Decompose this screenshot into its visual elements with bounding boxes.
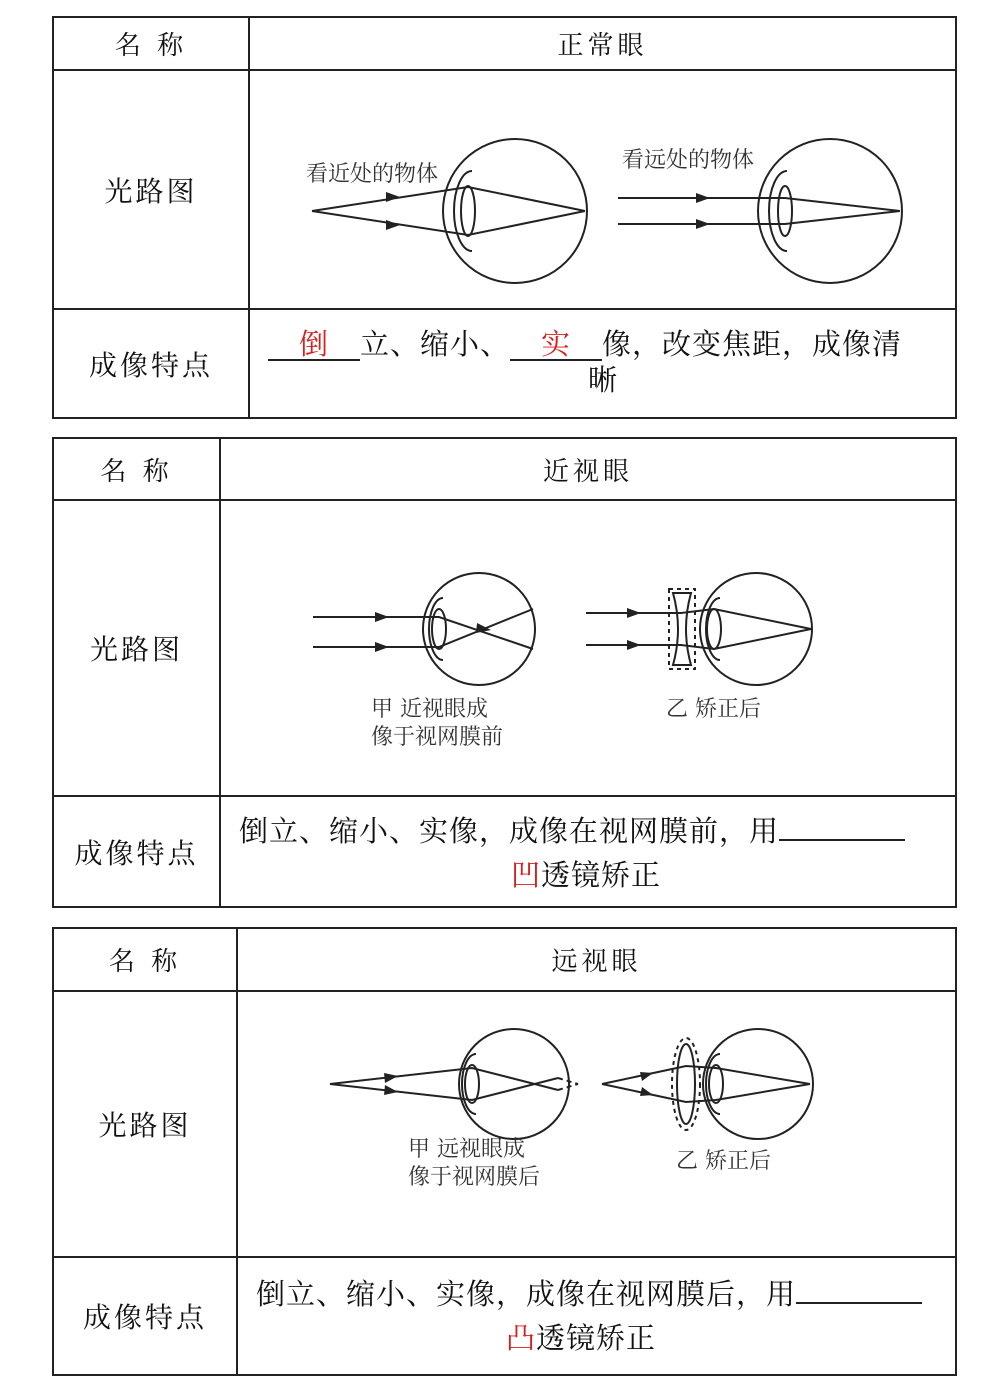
arrow-icon [640,1072,653,1081]
arrow-icon [386,192,400,202]
features-text [221,797,955,906]
caption-far: 看远处的物体 [622,148,755,173]
lens-frame [669,589,695,669]
text-part: 晰 [588,363,619,397]
row-label-features: 成像特点 [88,348,213,382]
text-part: 透镜矫正 [536,1321,657,1355]
hyperopia-diagram [238,992,955,1256]
row-label-diagram: 光路图 [89,633,183,666]
ray-top [586,609,811,629]
caption-myopia-2: 像于视网膜前 [371,725,504,750]
row-label-diagram: 光路图 [98,1109,192,1142]
ray-bottom [586,629,811,649]
arrow-icon [640,1087,653,1096]
header-label: 名 称 [114,31,188,61]
eyeball [758,139,902,283]
features-text [238,1258,955,1374]
arrow-icon [386,220,400,230]
caption-corrected: 乙 矫正后 [676,1149,771,1174]
arrow-icon [627,608,641,618]
lens [432,609,446,649]
concave-lens [673,593,691,665]
caption-hyperopia-1: 甲 远视眼成 [408,1137,525,1162]
answer-blank[interactable]: 倒 [268,329,360,361]
ray-top [312,187,585,211]
arrow-icon [696,219,710,229]
diagram-cell [250,71,955,308]
arrow-icon [696,193,710,203]
text-part: 像，改变焦距，成像清 [602,327,903,361]
row-label-features: 成像特点 [82,1301,207,1334]
eyeball [459,1029,569,1139]
answer-blank[interactable]: 凹 [511,858,542,892]
table-myopia [52,437,957,908]
diagram-cell [221,501,955,795]
arrow-icon [384,1085,398,1095]
table-normal-eye [52,16,957,419]
lens [778,186,792,236]
caption-corrected: 乙 矫正后 [666,697,761,722]
myopia-diagram [221,501,955,795]
caption-hyperopia-2: 像于视网膜后 [408,1165,541,1190]
arrow-icon [375,642,389,652]
normal-eye-diagram [250,71,955,308]
table-title: 正常眼 [557,31,648,61]
table-title: 近视眼 [542,456,633,487]
table-title: 远视眼 [551,947,642,977]
caption-myopia-1: 甲 近视眼成 [371,697,488,722]
caption-near: 看近处的物体 [306,162,439,187]
header-label: 名 称 [100,456,173,487]
features-text [250,310,955,417]
eyeball [700,573,812,685]
row-label-diagram: 光路图 [104,174,198,208]
arrow-icon [476,623,491,633]
cornea [454,171,472,251]
arrow-icon [384,1073,398,1083]
eyeball [703,1029,813,1139]
cornea [706,598,720,660]
diagram-cell [238,992,955,1256]
ray-bottom [312,211,585,235]
arrow-icon [375,612,389,622]
lens [707,609,721,649]
header-label: 名 称 [108,947,182,977]
lens [465,1065,479,1103]
text-part: 立、缩小、 [360,327,511,361]
text-part: 倒立、缩小、实像，成像在视网膜前，用 [239,814,780,848]
answer-blank[interactable]: 实 [510,329,602,361]
row-label-features: 成像特点 [74,836,199,870]
convex-lens [677,1044,695,1124]
text-part: 透镜矫正 [541,858,662,892]
lens [461,186,475,236]
arrow-icon [627,640,641,650]
lens [709,1065,723,1103]
eyeball [443,139,587,283]
text-part: 倒立、缩小、实像，成像在视网膜后，用 [256,1277,797,1311]
answer-blank[interactable]: 凸 [506,1321,537,1355]
table-hyperopia [52,927,957,1376]
